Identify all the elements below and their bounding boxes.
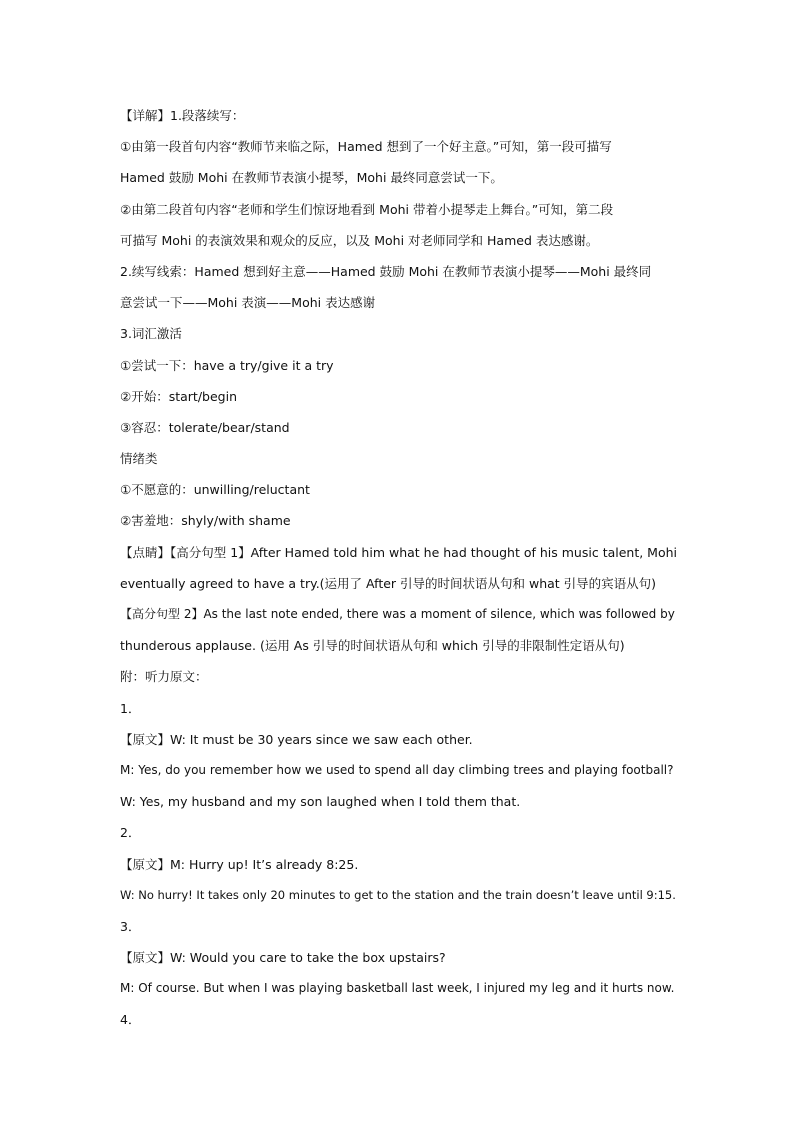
text-line: ①不愿意的：unwilling/reluctant bbox=[120, 482, 310, 498]
document-body bbox=[120, 100, 680, 1036]
text-line: ①由第一段首句内容“教师节来临之际，Hamed 想到了一个好主意。”可知，第一段可描写 bbox=[120, 139, 612, 155]
text-line: 可描写 Mohi 的表演效果和观众的反应，以及 Mohi 对老师同学和 Hamed 表达感谢。 bbox=[120, 232, 599, 248]
text-line: 【原文】W: Would you care to take the box upstairs? bbox=[120, 950, 446, 966]
text-line: 情绪类 bbox=[120, 451, 158, 467]
text-line: ①尝试一下：have a try/give it a try bbox=[120, 357, 334, 373]
text-line: 1． bbox=[120, 700, 141, 716]
text-line: Hamed 鼓励 Mohi 在教师节表演小提琴，Mohi 最终同意尝试一下。 bbox=[120, 170, 503, 186]
text-line: 【原文】M: Hurry up! It’s already 8:25. bbox=[120, 856, 359, 872]
text-line: thunderous applause. (运用 As 引导的时间状语从句和 which 引导的非限制性定语从句) bbox=[120, 638, 625, 654]
text-line: eventually agreed to have a try.(运用了 After 引导的时间状语从句和 what 引导的宾语从句) bbox=[120, 575, 657, 591]
text-line: M: Of course. But when I was playing basketball last week, I injured my leg and it hurts now. bbox=[120, 981, 675, 996]
text-line: 3． bbox=[120, 918, 141, 934]
text-line: W: Yes, my husband and my son laughed when I told them that. bbox=[120, 794, 521, 810]
text-line: 【点睛】【高分句型 1】After Hamed told him what he had thought of his music talent, Mohi bbox=[120, 544, 678, 560]
text-line: W: No hurry! It takes only 20 minutes to get to the station and the train doesn’t leave until 9:15. bbox=[120, 887, 676, 902]
text-line: 【详解】1.段落续写： bbox=[120, 108, 245, 123]
text-line: ②开始：start/begin bbox=[120, 388, 237, 404]
text-line: ③容忍：tolerate/bear/stand bbox=[120, 419, 290, 435]
text-line: 2.续写线索：Hamed 想到好主意——Hamed 鼓励 Mohi 在教师节表演小提琴——Mohi 最终同 bbox=[120, 263, 652, 279]
text-line: 【高分句型 2】As the last note ended, there was a moment of silence, which was followed by bbox=[120, 607, 675, 621]
text-line: 意尝试一下——Mohi 表演——Mohi 表达感谢 bbox=[120, 295, 376, 311]
text-line: 【原文】W: It must be 30 years since we saw each other. bbox=[120, 731, 473, 747]
text-line: 附：听力原文： bbox=[120, 669, 208, 685]
text-line: 3.词汇激活 bbox=[120, 326, 182, 342]
text-line: 2． bbox=[120, 825, 141, 841]
text-line: ②由第二段首句内容“老师和学生们惊讶地看到 Mohi 带着小提琴走上舞台。”可知，第二段 bbox=[120, 201, 614, 217]
text-line: ②害羞地：shyly/with shame bbox=[120, 513, 291, 529]
text-line: M: Yes, do you remember how we used to spend all day climbing trees and playing football? bbox=[120, 762, 674, 777]
text-line: 4． bbox=[120, 1012, 141, 1028]
